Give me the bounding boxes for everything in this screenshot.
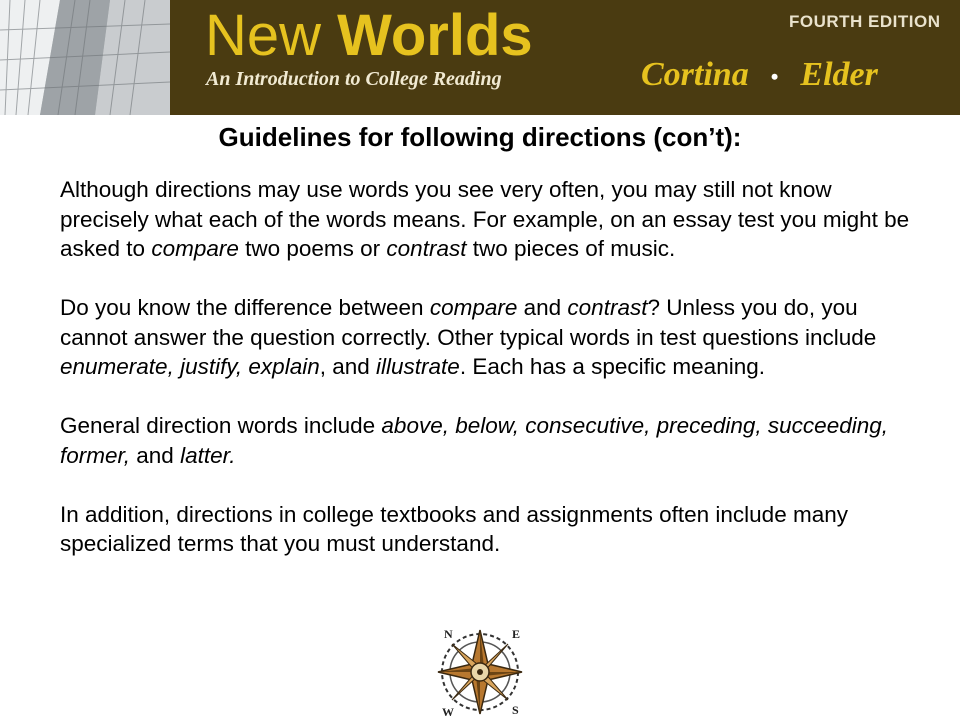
book-title bbox=[205, 4, 533, 68]
slide-body bbox=[60, 175, 910, 588]
compass-label-w: W bbox=[442, 705, 454, 719]
slide-heading: Guidelines for following directions (con’t): bbox=[218, 122, 742, 152]
authors bbox=[641, 56, 878, 94]
compass-label-n: N bbox=[444, 627, 453, 641]
italic-term: above, below, consecutive, preceding, succeeding, former, bbox=[60, 413, 889, 468]
paragraph-text: General direction words include bbox=[60, 413, 382, 438]
paragraph-text: ? Unless you do, you cannot answer the question correctly. Other typical words in test questions include bbox=[60, 295, 877, 350]
body-paragraph bbox=[60, 175, 910, 264]
paragraph-text: Do you know the difference between bbox=[60, 295, 430, 320]
book-title-regular: New bbox=[205, 3, 338, 68]
paragraph-text: two pieces of music. bbox=[466, 236, 676, 261]
paragraph-text: In addition, directions in college textbooks and assignments often include many specialized terms that you must understand. bbox=[60, 501, 848, 556]
italic-term: compare bbox=[151, 236, 239, 261]
book-subtitle: An Introduction to College Reading bbox=[206, 68, 502, 90]
edition-label: FOURTH EDITION bbox=[789, 12, 941, 31]
paragraph-text: two poems or bbox=[238, 236, 387, 261]
body-paragraph bbox=[60, 500, 910, 559]
building-photo bbox=[0, 0, 170, 115]
body-paragraph bbox=[60, 293, 910, 382]
italic-term: latter. bbox=[180, 442, 236, 468]
italic-term: enumerate, justify, explain bbox=[60, 354, 320, 379]
author-separator: • bbox=[770, 64, 779, 90]
paragraph-text: and bbox=[130, 442, 181, 468]
author-cortina: Cortina bbox=[641, 56, 749, 93]
header-banner bbox=[0, 0, 960, 115]
paragraph-text: . Each has a specific meaning. bbox=[459, 354, 765, 379]
italic-term: illustrate bbox=[376, 354, 460, 379]
book-title-bold: Worlds bbox=[337, 3, 533, 68]
compass-rose-icon bbox=[432, 624, 528, 720]
compass-label-s: S bbox=[512, 703, 519, 717]
body-paragraph bbox=[60, 411, 910, 470]
italic-term: contrast bbox=[386, 236, 467, 261]
author-elder: Elder bbox=[800, 56, 878, 93]
paragraph-text: Although directions may use words you see very often, you may still not know precisely what each of the words means. For example, on an essay test you might be asked to bbox=[60, 177, 910, 261]
italic-term: compare bbox=[429, 295, 518, 320]
italic-term: contrast bbox=[567, 295, 648, 320]
paragraph-text: , and bbox=[319, 354, 377, 379]
compass-label-e: E bbox=[512, 627, 521, 641]
paragraph-text: and bbox=[517, 295, 568, 320]
